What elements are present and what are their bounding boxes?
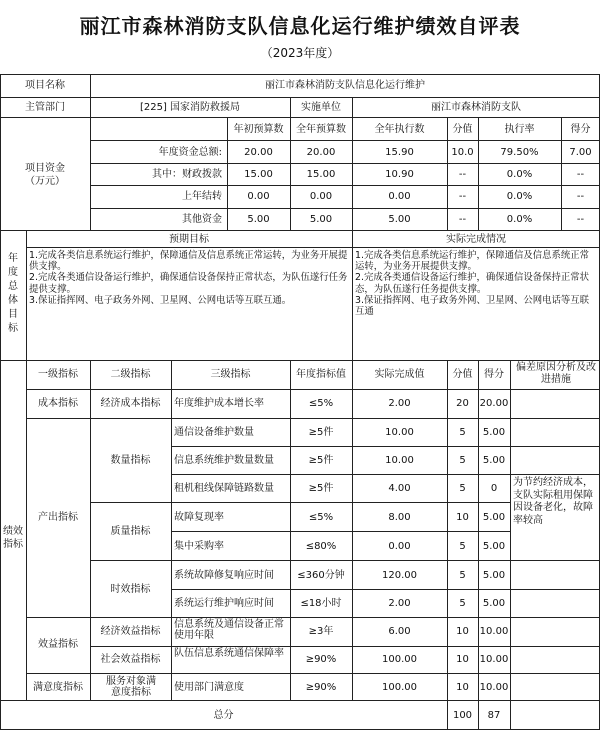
indicator-score: 5: [459, 570, 466, 581]
indicator-got: 0: [490, 483, 498, 494]
indicator-got: 5.00: [482, 455, 506, 466]
indicator-name: 通信设备维护数量: [174, 427, 254, 438]
funds-row-label: 其中：财政拨款: [152, 169, 222, 180]
indicator-name: 使用部门满意度: [174, 682, 244, 693]
indicator-score: 20: [456, 398, 469, 409]
funds-cell: 79.50%: [500, 147, 539, 158]
indicator-got: 5.00: [482, 512, 506, 523]
indicator-score: 5: [459, 483, 466, 494]
funds-cell: 15.00: [306, 169, 336, 180]
funds-cell: 0.00: [388, 191, 411, 202]
indicator-name: 队伍信息系统通信保障率: [174, 648, 284, 659]
indicator-actual: 8.00: [388, 512, 411, 523]
funds-label-line: 项目资金: [25, 163, 65, 174]
indicator-actual: 6.00: [388, 626, 411, 637]
total-score: 100: [452, 710, 473, 721]
perf-header-deviation: 偏差原因分析及改进措施: [516, 362, 596, 385]
funds-cell: --: [576, 169, 585, 180]
funds-cell: 5.00: [309, 214, 333, 225]
funds-cell: 0.0%: [506, 169, 533, 180]
funds-cell: 10.90: [385, 169, 414, 180]
perf-header: 得分: [484, 369, 504, 380]
indicator-got: 5.00: [482, 570, 506, 581]
perf-header: 一级指标: [38, 369, 78, 380]
indicator-target: ≥3年: [308, 626, 334, 637]
impl-unit-label: 实施单位: [301, 102, 341, 113]
indicator-actual: 4.00: [388, 483, 411, 494]
funds-cell: 0.0%: [506, 191, 533, 202]
funds-cell: --: [458, 191, 467, 202]
perf-header: 二级指标: [110, 369, 151, 380]
funds-label: [0, 162, 90, 188]
indicator-actual: 0.00: [388, 541, 411, 552]
dept-value: [225] 国家消防救援局: [139, 102, 241, 113]
indicator-got: 10.00: [479, 626, 509, 637]
indicator-name: 信息系统及通信设备正常使用年限: [174, 619, 284, 642]
perf-header: 年度指标值: [296, 369, 346, 380]
funds-header: 年初预算数: [233, 124, 284, 135]
level2-economic-cost: 经济成本指标: [100, 398, 161, 409]
funds-cell: 15.00: [244, 169, 273, 180]
indicator-target: ≥90%: [305, 654, 337, 665]
indicator-target: ≤5%: [308, 398, 334, 409]
indicator-actual: 10.00: [385, 427, 414, 438]
project-name-label: 项目名称: [25, 80, 65, 91]
indicator-got: 5.00: [482, 427, 506, 438]
actual-completion-header: 实际完成情况: [446, 234, 506, 245]
dept-label: 主管部门: [25, 102, 65, 113]
page-title: 丽江市森林消防支队信息化运行维护绩效自评表: [79, 14, 521, 38]
level2-quality: 质量指标: [110, 526, 151, 537]
indicator-actual: 100.00: [382, 654, 417, 665]
indicator-name: 故障复现率: [174, 512, 224, 523]
annual-target-label: 年度总体目标: [8, 253, 18, 334]
funds-cell: 0.00: [309, 191, 333, 202]
funds-cell: --: [576, 214, 585, 225]
funds-cell: --: [458, 214, 467, 225]
impl-unit-value: 丽江市森林消防支队: [431, 102, 521, 113]
funds-cell: 0.00: [247, 191, 270, 202]
page-subtitle: （2023年度）: [260, 46, 340, 60]
indicator-target: ≤18小时: [300, 598, 342, 609]
indicator-got: 20.00: [479, 398, 509, 409]
indicator-target: ≤5%: [308, 512, 334, 523]
indicator-score: 5: [459, 427, 466, 438]
level2-quantity: 数量指标: [110, 455, 151, 466]
indicator-name: 系统运行维护响应时间: [174, 598, 274, 609]
funds-cell: --: [458, 169, 467, 180]
indicator-target: ≤80%: [305, 541, 337, 552]
expected-target-text: 1.完成各类信息系统运行维护，保障通信及信息系统正常运转，为业务开展提供支撑。 2.完成各类通信设备运行维护，确保通信设备保持正常状态，为队伍遂行任务提供支撑。 3.保证指挥网、电子政务外网、卫星网、公网电话等互联互通。: [29, 250, 348, 306]
perf-header: 三级指标: [210, 369, 251, 380]
level2-economic-benefit: 经济效益指标: [100, 626, 161, 637]
indicator-score: 10: [456, 682, 469, 693]
indicator-score: 5: [459, 455, 466, 466]
funds-header: 执行率: [504, 124, 535, 135]
indicator-actual: 10.00: [385, 455, 414, 466]
project-name-value: 丽江市森林消防支队信息化运行维护: [265, 80, 425, 91]
level2-service-satisfaction: 服务对象满意度指标: [106, 676, 156, 699]
indicator-score: 5: [459, 541, 466, 552]
indicator-got: 5.00: [482, 598, 506, 609]
perf-header: 实际完成值: [374, 369, 425, 380]
funds-header: 全年执行数: [374, 124, 425, 135]
indicator-score: 10: [456, 512, 469, 523]
funds-row-label: 上年结转: [182, 191, 222, 202]
expected-target-header: 预期目标: [169, 234, 209, 245]
actual-completion-text: 1.完成各类信息系统运行维护，保障通信及信息系统正常运转，为业务开展提供支撑。 2.完成各类通信设备运行维护，确保通信设备保持正常状态，为队伍遂行任务提供支撑。 3.保证指挥网、电子政务外网、卫星网、公网电话等互联互通: [355, 250, 589, 318]
funds-cell: 5.00: [388, 214, 411, 225]
indicator-got: 10.00: [479, 682, 509, 693]
indicator-name: 系统故障修复响应时间: [174, 570, 274, 581]
deviation-note: 为节约经济成本，支队实际租用保障因设备老化，故障率较高: [513, 477, 593, 526]
indicator-target: ≥5件: [308, 455, 334, 466]
indicator-actual: 2.00: [388, 598, 411, 609]
indicator-actual: 2.00: [388, 398, 411, 409]
funds-header: 分值: [452, 124, 473, 135]
indicator-score: 10: [456, 654, 469, 665]
indicator-target: ≤360分钟: [297, 570, 345, 581]
indicator-name: 年度维护成本增长率: [174, 398, 264, 409]
funds-cell: 0.0%: [506, 214, 533, 225]
indicator-name: 租机租线保障链路数量: [174, 483, 274, 494]
funds-cell: 10.0: [451, 147, 474, 158]
level1-satisfaction: 满意度指标: [33, 682, 83, 693]
indicator-score: 5: [459, 598, 466, 609]
level2-timeliness: 时效指标: [110, 584, 151, 595]
funds-cell: 20.00: [244, 147, 273, 158]
indicator-got: 10.00: [479, 654, 509, 665]
funds-row-label: 其他资金: [182, 214, 222, 225]
funds-cell: 5.00: [247, 214, 270, 225]
level1-output: 产出指标: [38, 512, 78, 523]
total-got: 87: [487, 710, 501, 721]
funds-cell: 7.00: [569, 147, 592, 158]
level2-social-benefit: 社会效益指标: [100, 654, 161, 665]
indicator-got: 5.00: [482, 541, 506, 552]
funds-header: 全年预算数: [296, 124, 346, 135]
perf-header: 分值: [452, 369, 473, 380]
indicator-name: 集中采购率: [174, 541, 224, 552]
level1-benefit: 效益指标: [38, 639, 78, 650]
indicator-actual: 100.00: [382, 682, 417, 693]
level1-cost: 成本指标: [38, 398, 78, 409]
indicator-name: 信息系统维护数量数量: [174, 455, 274, 466]
indicator-actual: 120.00: [382, 570, 417, 581]
perf-indicators-label: 绩效指标: [3, 526, 23, 550]
indicator-score: 10: [456, 626, 469, 637]
funds-row-label: 年度资金总额:: [158, 147, 222, 158]
total-label: 总分: [213, 710, 234, 721]
funds-cell: 15.90: [385, 147, 414, 158]
funds-cell: 20.00: [306, 147, 336, 158]
indicator-target: ≥5件: [308, 427, 334, 438]
indicator-target: ≥5件: [308, 483, 334, 494]
funds-label-line: （万元）: [25, 176, 65, 187]
funds-header: 得分: [570, 124, 591, 135]
funds-cell: --: [576, 191, 585, 202]
indicator-target: ≥90%: [305, 682, 337, 693]
